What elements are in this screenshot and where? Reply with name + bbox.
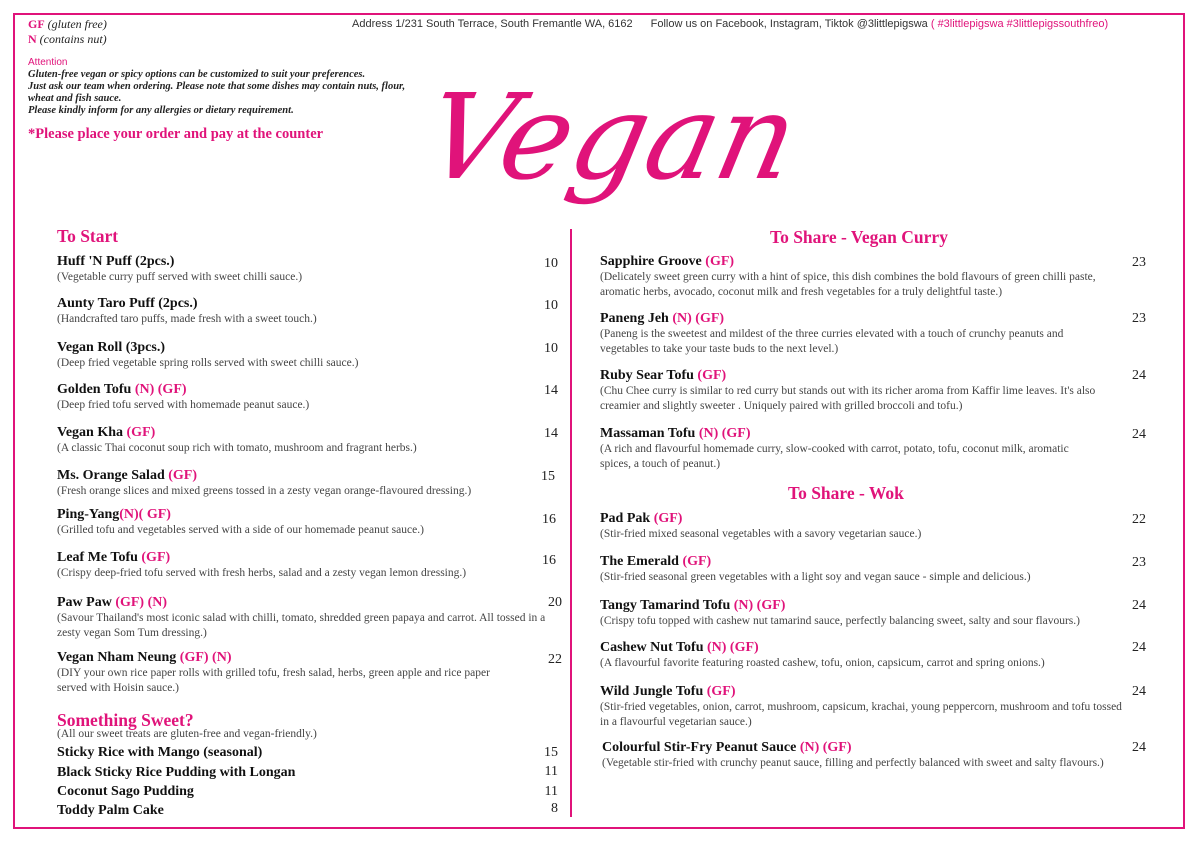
order-note: *Please place your order and pay at the counter: [28, 126, 324, 142]
item-tags: (GF): [705, 254, 735, 269]
item-name: The Emerald: [600, 554, 679, 569]
item-price: 16: [542, 512, 556, 527]
item-description: (Deep fried tofu served with homemade peanut sauce.): [57, 399, 310, 411]
item-name: Paneng Jeh: [600, 311, 669, 326]
page-title-text: Vegan: [413, 69, 810, 207]
sweet-note: (All our sweet treats are gluten-free and vegan-friendly.): [57, 728, 317, 740]
column-divider: [570, 229, 572, 817]
item-tags: (GF): [168, 468, 197, 483]
item-price: 14: [544, 426, 558, 441]
menu-item: [57, 382, 547, 413]
item-description: (Stir-fried vegetables, onion, carrot, mushroom, capsicum, krachai, young peppercorn, mushroom and tofu tossed in a flavourful vegetarian sauce.): [600, 701, 1122, 728]
item-price: 10: [544, 298, 558, 313]
item-tags: (N) (GF): [698, 426, 751, 441]
attention-line: Gluten-free vegan or spicy options can be customized to suit your preferences.: [28, 69, 366, 80]
item-name: Pad Pak: [600, 511, 651, 526]
menu-item: [57, 254, 547, 285]
item-name: Leaf Me Tofu: [57, 550, 138, 565]
hashtags: ( #3littlepigswa #3littlepigssouthfreo): [930, 18, 1109, 30]
item-description: (Paneng is the sweetest and mildest of the three curries elevated with a touch of crunchy peanuts and vegetables to take your taste buds to the next level.): [600, 328, 1064, 355]
item-description: (Handcrafted taro puffs, made fresh with a sweet touch.): [57, 313, 317, 325]
item-price: 11: [544, 784, 558, 799]
item-description: (Savour Thailand's most iconic salad with chilli, tomato, shredded green papaya and carrot. All tossed in a zesty vegan Som Tum dressing.): [57, 612, 546, 639]
menu-item: [600, 598, 1165, 629]
menu-item: [600, 511, 1100, 542]
item-price: 11: [544, 764, 558, 779]
item-name: Colourful Stir-Fry Peanut Sauce: [602, 740, 797, 755]
item-name: Vegan Kha: [57, 425, 127, 440]
sweet-item-name: Black Sticky Rice Pudding with Longan: [57, 765, 296, 780]
item-tags: (N)( GF): [119, 507, 171, 522]
legend-n-code: N: [28, 32, 37, 46]
item-description: (Fresh orange slices and mixed greens tossed in a zesty vegan orange-flavoured dressing.): [57, 485, 472, 497]
item-tags: (N) (GF): [134, 382, 187, 397]
item-price: 10: [544, 341, 558, 356]
item-price: 24: [1132, 368, 1146, 383]
item-name: Tangy Tamarind Tofu: [600, 598, 731, 613]
item-price: 24: [1132, 740, 1146, 755]
item-name: Vegan Nham Neung: [57, 650, 177, 665]
item-price: 22: [548, 652, 562, 667]
item-tags: (N) (GF): [706, 640, 759, 655]
menu-item: [600, 640, 1140, 671]
sweet-item-name: Toddy Palm Cake: [57, 803, 164, 818]
page-title: [413, 60, 810, 210]
item-name: Ping-Yang: [57, 507, 120, 522]
item-price: 20: [548, 595, 562, 610]
attention-title: Attention: [28, 57, 68, 68]
item-tags: (GF): [697, 368, 727, 383]
item-price: 24: [1132, 598, 1146, 613]
item-price: 24: [1132, 684, 1146, 699]
item-description: (Chu Chee curry is similar to red curry but stands out with its richer aroma from Kaffir lime leaves. It's also creamier and slightly sweeter . Uniquely paired with grilled broccoli and tofu.): [600, 385, 1096, 412]
item-name: Wild Jungle Tofu: [600, 684, 704, 699]
item-price: 24: [1132, 427, 1146, 442]
item-tags: (GF): [682, 554, 712, 569]
item-price: 23: [1132, 555, 1146, 570]
item-description: (Vegetable stir-fried with crunchy peanut sauce, filling and perfectly balanced with sweet and salty flavours.): [602, 757, 1104, 769]
menu-item: [57, 507, 547, 538]
item-name: Ruby Sear Tofu: [600, 368, 694, 383]
legend-gf-text: (gluten free): [47, 17, 107, 31]
item-description: (A classic Thai coconut soup rich with tomato, mushroom and fragrant herbs.): [57, 442, 417, 454]
menu-item: [600, 684, 1130, 730]
item-price: 23: [1132, 311, 1146, 326]
menu-item: [600, 254, 1135, 300]
item-description: (Deep fried vegetable spring rolls served with sweet chilli sauce.): [57, 357, 359, 369]
item-description: (DIY your own rice paper rolls with grilled tofu, fresh salad, herbs, green apple and rice paper served with Hoisin sauce.): [57, 667, 490, 694]
item-tags: (N) (GF): [672, 311, 725, 326]
item-tags: (GF) (N): [179, 650, 232, 665]
item-tags: (GF): [126, 425, 156, 440]
item-tags: (N) (GF): [733, 598, 786, 613]
item-name: Cashew Nut Tofu: [600, 640, 704, 655]
item-tags: (N) (GF): [799, 740, 852, 755]
item-tags: (GF): [141, 550, 171, 565]
item-description: (Crispy tofu topped with cashew nut tamarind sauce, perfectly balancing sweet, salty and sour flavours.): [600, 615, 1080, 627]
item-price: 22: [1132, 512, 1146, 527]
attention-block: [28, 57, 468, 117]
item-description: (Stir-fried mixed seasonal vegetables with a savory vegetarian sauce.): [600, 528, 922, 540]
item-description: (Vegetable curry puff served with sweet chilli sauce.): [57, 271, 303, 283]
sweet-item-name: Coconut Sago Pudding: [57, 784, 194, 799]
item-price: 24: [1132, 640, 1146, 655]
item-name: Huff 'N Puff (2pcs.): [57, 254, 175, 269]
item-price: 8: [551, 801, 558, 816]
attention-line: Please kindly inform for any allergies or dietary requirement.: [28, 105, 294, 116]
item-description: (Delicately sweet green curry with a hint of spice, this dish combines the bold flavours of green chilli paste, aromatic herbs, avocado, coconut milk and fresh vegetables for a truly delightful taste.): [600, 271, 1096, 298]
menu-item: [600, 426, 1100, 472]
header-info: [352, 18, 1108, 30]
menu-item: [602, 740, 1107, 771]
section-title-something-sweet: Something Sweet?: [57, 710, 194, 730]
menu-item: [57, 296, 547, 327]
item-name: Massaman Tofu: [600, 426, 696, 441]
item-tags: (GF) (N): [115, 595, 168, 610]
item-tags: (GF): [653, 511, 683, 526]
menu-item: [600, 554, 1120, 585]
item-tags: (GF): [706, 684, 736, 699]
section-title-to-start: To Start: [57, 226, 119, 246]
item-price: 16: [542, 553, 556, 568]
menu-item: [57, 425, 547, 456]
item-name: Vegan Roll (3pcs.): [57, 340, 165, 355]
legend-n-text: (contains nut): [39, 32, 107, 46]
menu-item: [57, 595, 549, 641]
legend: [28, 17, 107, 47]
item-description: (A rich and flavourful homemade curry, slow-cooked with carrot, potato, tofu, coconut milk, aromatic spices, a touch of peanut.): [600, 443, 1069, 470]
item-name: Paw Paw: [57, 595, 116, 610]
item-description: (Crispy deep-fried tofu served with fresh herbs, salad and a zesty vegan lemon dressing.): [57, 567, 467, 579]
item-description: (A flavourful favorite featuring roasted cashew, tofu, onion, capsicum, carrot and spring onions.): [600, 657, 1045, 669]
section-title-wok: To Share - Wok: [788, 483, 904, 503]
item-description: (Grilled tofu and vegetables served with a side of our homemade peanut sauce.): [57, 524, 424, 536]
sweet-item-name: Sticky Rice with Mango (seasonal): [57, 745, 263, 760]
address: Address 1/231 South Terrace, South Fremantle WA, 6162: [352, 18, 633, 30]
menu-item: [57, 550, 547, 581]
social: Follow us on Facebook, Instagram, Tiktok @3littlepigswa: [650, 18, 928, 30]
attention-line: wheat and fish sauce.: [28, 93, 122, 104]
section-title-curry: To Share - Vegan Curry: [770, 227, 948, 247]
item-name: Aunty Taro Puff (2pcs.): [57, 296, 198, 311]
menu-item: [57, 468, 557, 499]
menu-item: [600, 368, 1128, 414]
item-name: Ms. Orange Salad: [57, 468, 165, 483]
menu-item: [600, 311, 1100, 357]
menu-item: [57, 650, 507, 696]
legend-gf-code: GF: [28, 17, 45, 31]
attention-line: Just ask our team when ordering. Please note that some dishes may contain nuts, flour,: [28, 81, 406, 92]
item-price: 23: [1132, 255, 1146, 270]
item-name: Sapphire Groove: [600, 254, 702, 269]
item-price: 14: [544, 383, 558, 398]
item-price: 15: [544, 745, 558, 760]
item-price: 15: [541, 469, 555, 484]
menu-item: [57, 340, 547, 371]
item-description: (Stir-fried seasonal green vegetables with a light soy and vegan sauce - simple and delicious.): [600, 571, 1031, 583]
item-price: 10: [544, 256, 558, 271]
item-name: Golden Tofu: [57, 382, 132, 397]
